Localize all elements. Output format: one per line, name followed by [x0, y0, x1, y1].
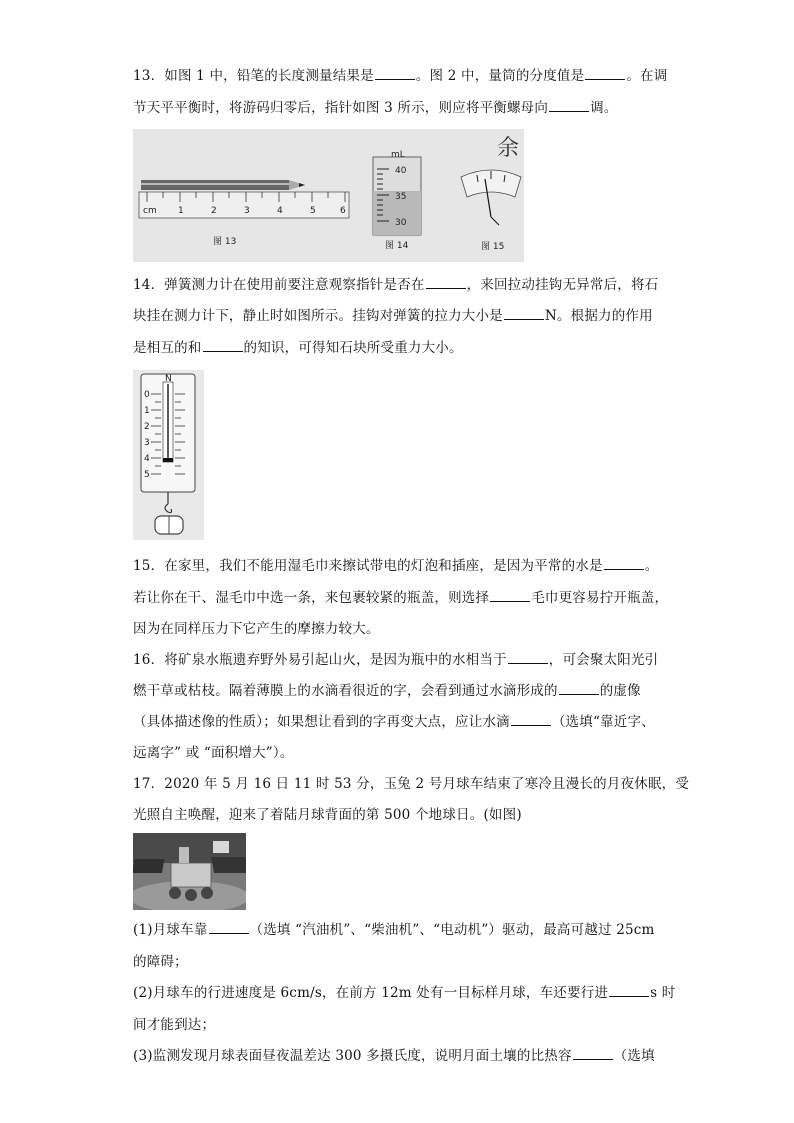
q17-part2-line-2: 间才能到达；: [133, 1017, 216, 1033]
caption-fig14: 图 14: [385, 241, 409, 251]
answer-blank[interactable]: [504, 307, 544, 320]
q13-figure: [133, 129, 524, 262]
scale-label-4: 4: [144, 454, 150, 464]
answer-blank[interactable]: [573, 1047, 613, 1060]
q14-line-2: 块挂在测力计下，静止时如图所示。挂钩对弹簧的拉力大小是 N。根据力的作用: [133, 308, 653, 324]
q16-line-2: 燃干草或枯枝。隔着薄膜上的水滴看很近的字，会看到通过水滴形成的 的虚像: [133, 683, 641, 699]
handwritten-note: 余: [497, 136, 520, 161]
q17-part1-line-1: (1)月球车靠 （选填 “汽油机”、“柴油机”、“电动机”）驱动，最高可越过 25cm: [133, 922, 655, 938]
scale-label-2: 2: [144, 422, 150, 432]
q16-line-3: （具体描述像的性质）；如果想让看到的字再变大点，应让水滴 （选填“靠近字、: [133, 714, 655, 730]
cylinder-unit: mL: [391, 150, 405, 160]
caption-fig13: 图 13: [213, 237, 237, 247]
q17-line-2: 光照自主唤醒，迎来了着陆月球背面的第 500 个地球日。(如图): [133, 807, 522, 823]
q17-part2-line-1: (2)月球车的行进速度是 6cm/s，在前方 12m 处有一目标样月球，车还要行进 s 时: [133, 985, 676, 1001]
cylinder-mark-30: 30: [395, 218, 407, 228]
q15-line-1: 15．在家里，我们不能用湿毛巾来擦试带电的灯泡和插座，是因为平常的水是 。: [133, 558, 659, 574]
lunar-rover-svg: [133, 833, 246, 910]
q16-line-4: 远离字” 或 “面积增大”）。: [133, 745, 294, 761]
answer-blank[interactable]: [511, 713, 551, 726]
ruler-label-0: cm: [143, 206, 157, 216]
cylinder-mark-35: 35: [395, 192, 407, 202]
q14-line-3: 是相互的和 的知识，可得知石块所受重力大小。: [133, 340, 463, 356]
cylinder-mark-40: 40: [395, 166, 407, 176]
scale-label-3: 3: [144, 438, 150, 448]
scale-label-0: 0: [144, 390, 150, 400]
answer-blank[interactable]: [609, 984, 649, 997]
ruler-label-5: 5: [310, 206, 316, 216]
q15-line-2: 若让你在干、湿毛巾中选一条，来包裹较紧的瓶盖，则选择 毛巾更容易拧开瓶盖，: [133, 590, 669, 606]
q13-figure-svg: [133, 129, 524, 262]
answer-blank[interactable]: [585, 67, 625, 80]
q17-part3-line-1: (3)监测发现月球表面昼夜温差达 300 多摄氏度，说明月面土壤的比热容 （选填: [133, 1048, 655, 1064]
answer-blank[interactable]: [203, 339, 243, 352]
q17-line-1: 17．2020 年 5 月 16 日 11 时 53 分，玉兔 2 号月球车结束了寒冷且漫长的月夜休眠，受: [133, 776, 690, 792]
scale-pointer: [163, 458, 173, 462]
ruler-label-6: 6: [340, 206, 346, 216]
ruler-label-4: 4: [277, 206, 283, 216]
spring-scale-figure: [133, 370, 204, 540]
q17-part1-line-2: 的障碍；: [133, 954, 188, 970]
scale-label-5: 5: [144, 470, 150, 480]
lunar-rover-photo: [133, 833, 246, 910]
q13-line-2: 节天平平衡时，将游码归零后，指针如图 3 所示，则应将平衡螺母向 调。: [133, 100, 618, 116]
caption-fig15: 图 15: [481, 242, 505, 252]
answer-blank[interactable]: [559, 682, 599, 695]
answer-blank[interactable]: [508, 651, 548, 664]
scale-label-1: 1: [144, 406, 150, 416]
q13-line-1: 13．如图 1 中，铅笔的长度测量结果是 。图 2 中，量筒的分度值是 。在调: [133, 68, 668, 84]
answer-blank[interactable]: [209, 921, 249, 934]
q16-line-1: 16．将矿泉水瓶遗弃野外易引起山火，是因为瓶中的水相当于 ，可会聚太阳光引: [133, 652, 659, 668]
spring-scale-svg: [133, 370, 204, 540]
answer-blank[interactable]: [490, 589, 530, 602]
ruler-label-2: 2: [211, 206, 217, 216]
answer-blank[interactable]: [426, 276, 466, 289]
q15-line-3: 因为在同样压力下它产生的摩擦力较大。: [133, 621, 380, 637]
q14-line-1: 14．弹簧测力计在使用前要注意观察指针是否在 ，来回拉动挂钩无异常后，将石: [133, 277, 659, 293]
ruler-label-3: 3: [244, 206, 250, 216]
answer-blank[interactable]: [375, 67, 415, 80]
answer-blank[interactable]: [549, 99, 589, 112]
pencil: [141, 180, 305, 190]
answer-blank[interactable]: [604, 557, 644, 570]
ruler-label-1: 1: [178, 206, 184, 216]
scale-unit: N: [165, 374, 172, 384]
